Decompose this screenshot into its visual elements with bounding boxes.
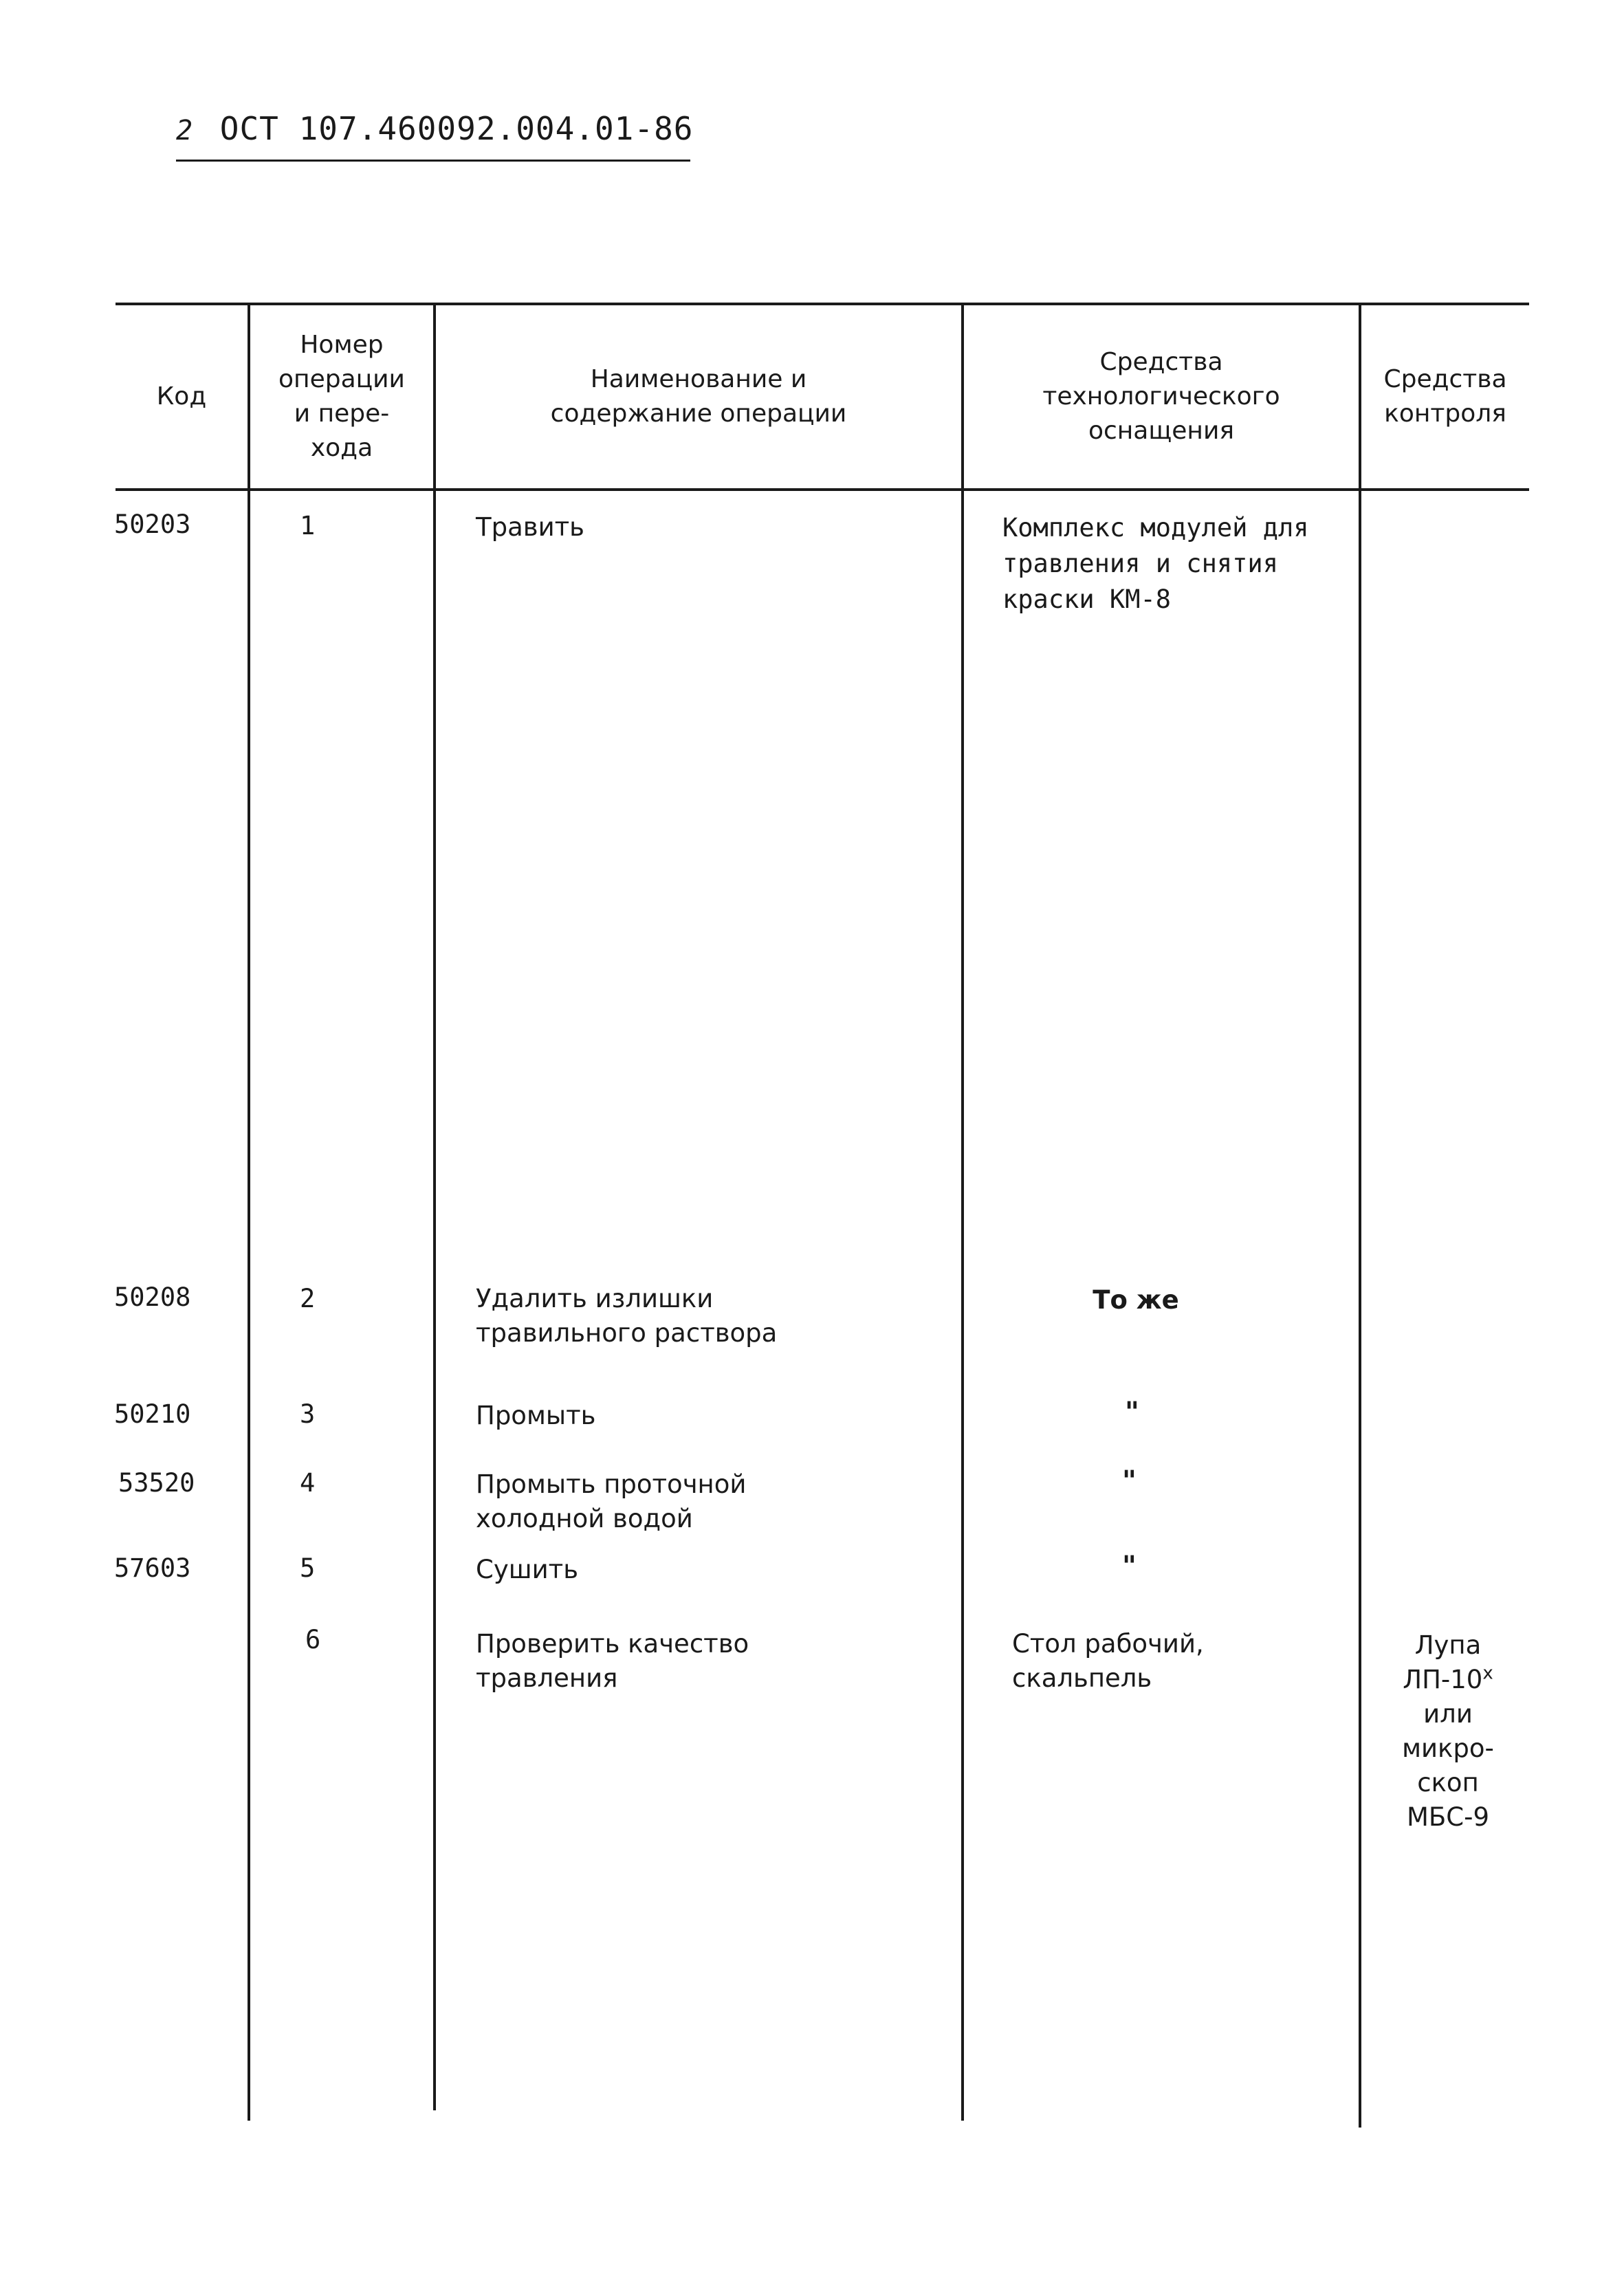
control-line: ЛП-10$^x$ bbox=[1403, 1663, 1493, 1694]
cell-number: 3 bbox=[300, 1399, 316, 1429]
cell-number: 4 bbox=[300, 1468, 316, 1498]
header-operation-number: Номер операции и пере- хода bbox=[278, 331, 405, 462]
cell-operation: Проверить качество травления bbox=[476, 1629, 749, 1693]
cell-equipment: Стол рабочий, скальпель bbox=[1012, 1629, 1204, 1693]
control-line: МБС-9 bbox=[1406, 1802, 1490, 1832]
document-header bbox=[176, 110, 693, 147]
cell-operation: Промыть bbox=[476, 1401, 596, 1430]
cell-operation: Травить bbox=[476, 512, 584, 542]
header-control: Средства контроля bbox=[1383, 365, 1507, 428]
header-underline bbox=[176, 160, 690, 162]
magnification-superscript: x bbox=[1482, 1663, 1493, 1684]
control-line: или bbox=[1423, 1699, 1473, 1729]
cell-operation: Удалить излишки травильного раствора bbox=[476, 1284, 778, 1348]
cell-code: 53520 bbox=[118, 1468, 195, 1498]
page-number: 2 bbox=[176, 115, 194, 146]
cell-operation: Сушить bbox=[476, 1555, 578, 1584]
cell-code: 57603 bbox=[114, 1553, 191, 1583]
cell-equipment: То же bbox=[1093, 1285, 1179, 1315]
header-equipment: Средства технологического оснащения bbox=[1042, 348, 1280, 445]
cell-control bbox=[1372, 1628, 1524, 1835]
cell-number: 1 bbox=[300, 511, 316, 540]
cell-number: 6 bbox=[305, 1625, 321, 1654]
control-line: микро- bbox=[1402, 1734, 1494, 1763]
cell-number: 5 bbox=[300, 1553, 316, 1583]
column-divider-2 bbox=[433, 305, 436, 2110]
cell-code: 50208 bbox=[114, 1282, 191, 1312]
control-line: скоп bbox=[1417, 1768, 1479, 1797]
cell-number: 2 bbox=[300, 1284, 316, 1313]
header-code: Код bbox=[156, 382, 207, 411]
control-line: Лупа bbox=[1414, 1630, 1482, 1660]
cell-code: 50203 bbox=[114, 510, 191, 539]
ditto-mark: " bbox=[1122, 1465, 1137, 1497]
cell-operation: Промыть проточной холодной водой bbox=[476, 1469, 747, 1533]
cell-code: 50210 bbox=[114, 1399, 191, 1429]
ditto-mark: " bbox=[1125, 1396, 1139, 1428]
table-header-bottom-rule bbox=[116, 488, 1529, 491]
header-operation-name: Наименование и содержание операции bbox=[550, 365, 847, 428]
cell-equipment: Комплекс модулей для травления и снятия краски КМ-8 bbox=[1002, 513, 1309, 614]
ditto-mark: " bbox=[1122, 1550, 1137, 1582]
column-divider-1 bbox=[248, 305, 250, 2121]
column-divider-3 bbox=[961, 305, 964, 2121]
document-title: ОСТ 107.460092.004.01-86 bbox=[219, 110, 694, 147]
